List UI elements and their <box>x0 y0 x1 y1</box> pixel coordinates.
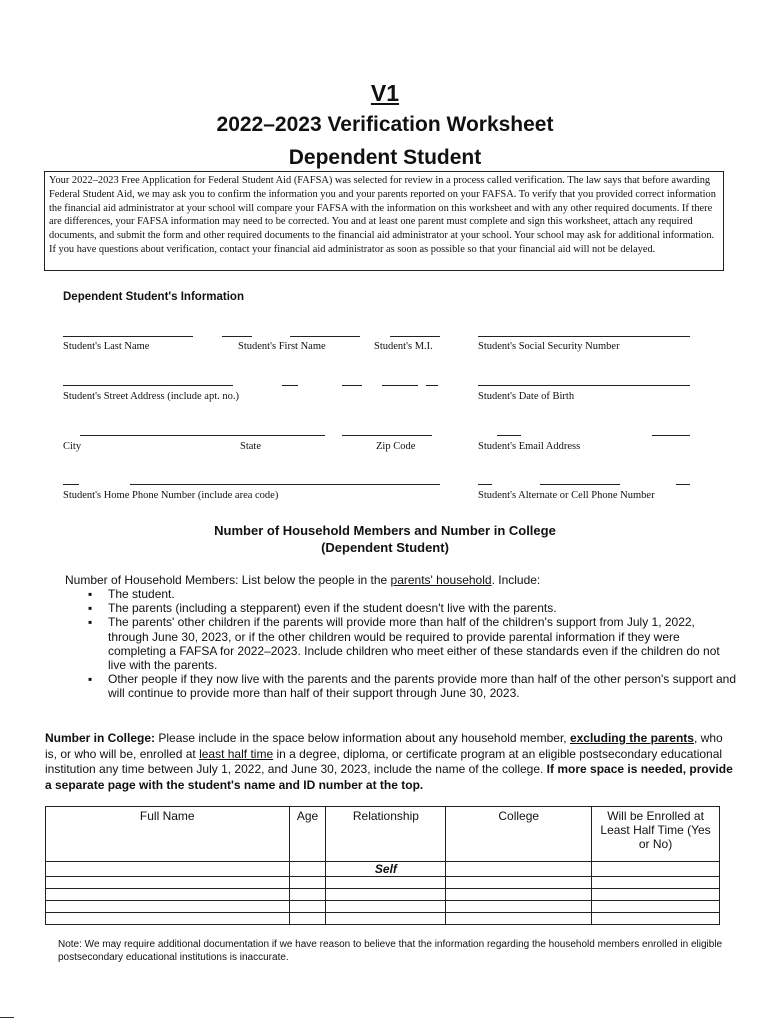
parents-household-text: parents' household <box>390 573 492 587</box>
header-college: College <box>446 807 592 862</box>
alt-phone-field-2[interactable] <box>676 484 690 485</box>
relationship-cell[interactable] <box>326 901 446 913</box>
header-enrolled: Will be Enrolled at Least Half Time (Yes or No) <box>592 807 720 862</box>
header-age: Age <box>289 807 326 862</box>
enrolled-cell[interactable] <box>592 877 720 889</box>
full-name-cell[interactable] <box>46 877 290 889</box>
age-cell[interactable] <box>289 913 326 925</box>
full-name-cell[interactable] <box>46 889 290 901</box>
mi-field[interactable] <box>390 336 440 337</box>
first-name-field[interactable] <box>290 336 360 337</box>
college-lead: Number in College: <box>45 731 156 745</box>
home-phone-label: Student's Home Phone Number (include area code) <box>63 490 279 501</box>
college-cell[interactable] <box>446 889 592 901</box>
street-address-field-2[interactable] <box>282 385 298 386</box>
full-name-cell[interactable] <box>46 913 290 925</box>
college-part2: , who is, or who will be, enrolled at <box>45 731 723 761</box>
college-cell[interactable] <box>446 877 592 889</box>
alt-phone-label: Student's Alternate or Cell Phone Number <box>478 490 655 501</box>
home-phone-field-1[interactable] <box>63 484 79 485</box>
last-name-field[interactable] <box>63 336 193 337</box>
alt-phone-field[interactable] <box>540 484 620 485</box>
ssn-field[interactable] <box>478 336 690 337</box>
email-field[interactable] <box>497 435 521 436</box>
household-intro-before: Number of Household Members: List below the people in the <box>65 573 391 587</box>
table-header-row <box>46 807 720 862</box>
bullet-item: ▪ Other people if they now live with the parents and the parents provide more than half of the other person's support and will continue to provide more than half of their support through June 30, 2023. <box>88 672 738 700</box>
relationship-cell[interactable] <box>326 877 446 889</box>
household-heading-line1: Number of Household Members and Number in College <box>214 523 556 538</box>
student-info-heading: Dependent Student's Information <box>63 291 244 303</box>
header-full-name: Full Name <box>46 807 290 862</box>
college-part1: Please include in the space below information about any household member, <box>155 731 570 745</box>
college-cell[interactable] <box>446 862 592 877</box>
college-cell[interactable] <box>446 913 592 925</box>
age-cell[interactable] <box>289 862 326 877</box>
relationship-cell <box>326 862 446 877</box>
street-address-field[interactable] <box>63 385 233 386</box>
mi-label: Student's M.I. <box>374 341 433 352</box>
table-row <box>46 913 720 925</box>
zip-label: Zip Code <box>376 441 416 452</box>
street-address-field-4[interactable] <box>382 385 418 386</box>
street-address-label: Student's Street Address (include apt. no.) <box>63 391 239 402</box>
page-edge-mark <box>0 1017 14 1018</box>
household-heading <box>0 522 770 556</box>
number-in-college-paragraph <box>45 731 735 793</box>
street-address-field-3[interactable] <box>342 385 362 386</box>
city-label: City <box>63 441 82 452</box>
household-intro-after: . Include: <box>491 573 541 587</box>
bullet-item: ▪ The parents' other children if the parents will provide more than half of the children's support from July 1, 2022, through June 30, 2023, or if the other children would be required to provide parental information if they were completing a FAFSA for 2022–2023. Include children who meet either of these standards even if the children do not live with the parents. <box>88 615 738 672</box>
dob-label: Student's Date of Birth <box>478 391 575 402</box>
excluding-parents-text: excluding the parents <box>569 731 694 745</box>
household-table <box>45 806 720 925</box>
note-text: Note: We may require additional documentation if we have reason to believe that the information regarding the household members enrolled in eligible postsecondary educational institutions is inaccurate. <box>58 939 723 963</box>
first-name-field-left[interactable] <box>222 336 252 337</box>
household-intro <box>65 573 540 587</box>
intro-box <box>44 171 724 271</box>
enrolled-cell[interactable] <box>592 862 720 877</box>
age-cell[interactable] <box>289 877 326 889</box>
table-row <box>46 889 720 901</box>
city-field[interactable] <box>80 435 325 436</box>
dob-field[interactable] <box>478 385 690 386</box>
page-subtitle: Dependent Student <box>288 146 482 169</box>
college-cell[interactable] <box>446 901 592 913</box>
alt-phone-field-1[interactable] <box>478 484 492 485</box>
table-row <box>46 901 720 913</box>
relationship-cell[interactable] <box>326 889 446 901</box>
self-label: Self <box>374 862 397 876</box>
email-label: Student's Email Address <box>478 441 581 452</box>
full-name-cell[interactable] <box>46 901 290 913</box>
bullet-item: ▪ The parents (including a stepparent) even if the student doesn't live with the parents. <box>88 601 738 615</box>
age-cell[interactable] <box>289 901 326 913</box>
relationship-cell[interactable] <box>326 913 446 925</box>
enrolled-cell[interactable] <box>592 889 720 901</box>
table-row <box>46 862 720 877</box>
email-field-2[interactable] <box>652 435 690 436</box>
full-name-cell[interactable] <box>46 862 290 877</box>
college-bold-end: If more space is needed, provide a separate page with the student's name and ID number at the top. <box>45 762 733 792</box>
college-part3: in a degree, diploma, or certificate program at an eligible postsecondary educational institution any time between July 1, 2022, and June 30, 2023, include the name of the college. <box>45 746 723 776</box>
zip-field[interactable] <box>342 435 432 436</box>
household-heading-line2: (Dependent Student) <box>321 540 449 555</box>
state-label: State <box>240 441 261 452</box>
street-address-field-5[interactable] <box>426 385 438 386</box>
first-name-label: Student's First Name <box>238 341 326 352</box>
least-half-time-text: least half time <box>199 746 274 761</box>
ssn-label: Student's Social Security Number <box>478 341 620 352</box>
intro-text: Your 2022–2023 Free Application for Federal Student Aid (FAFSA) was selected for review in a process called verification. The law says that before awarding Federal Student Aid, we may ask you to confirm the information you and your parents reported on your FAFSA. To verify that you provided correct information the financial aid administrator at your school will compare your FAFSA with the information on this worksheet and with any other required documents. If there are differences, your FAFSA information may need to be corrected. You and at least one parent must complete and sign this worksheet, attach any required documents, and submit the form and other required documents to the financial aid administrator at your school. Your school may ask for additional information. If you have questions about verification, contact your financial aid administrator as soon as possible so that your financial aid will not be delayed. <box>49 175 716 255</box>
enrolled-cell[interactable] <box>592 901 720 913</box>
age-cell[interactable] <box>289 889 326 901</box>
last-name-label: Student's Last Name <box>63 341 150 352</box>
bullet-item: ▪ The student. <box>88 587 738 601</box>
version-label: V1 <box>370 80 400 106</box>
home-phone-field[interactable] <box>130 484 440 485</box>
table-row <box>46 877 720 889</box>
header-relationship: Relationship <box>326 807 446 862</box>
household-bullet-list <box>88 587 738 701</box>
page-title: 2022–2023 Verification Worksheet <box>216 113 554 136</box>
enrolled-cell[interactable] <box>592 913 720 925</box>
